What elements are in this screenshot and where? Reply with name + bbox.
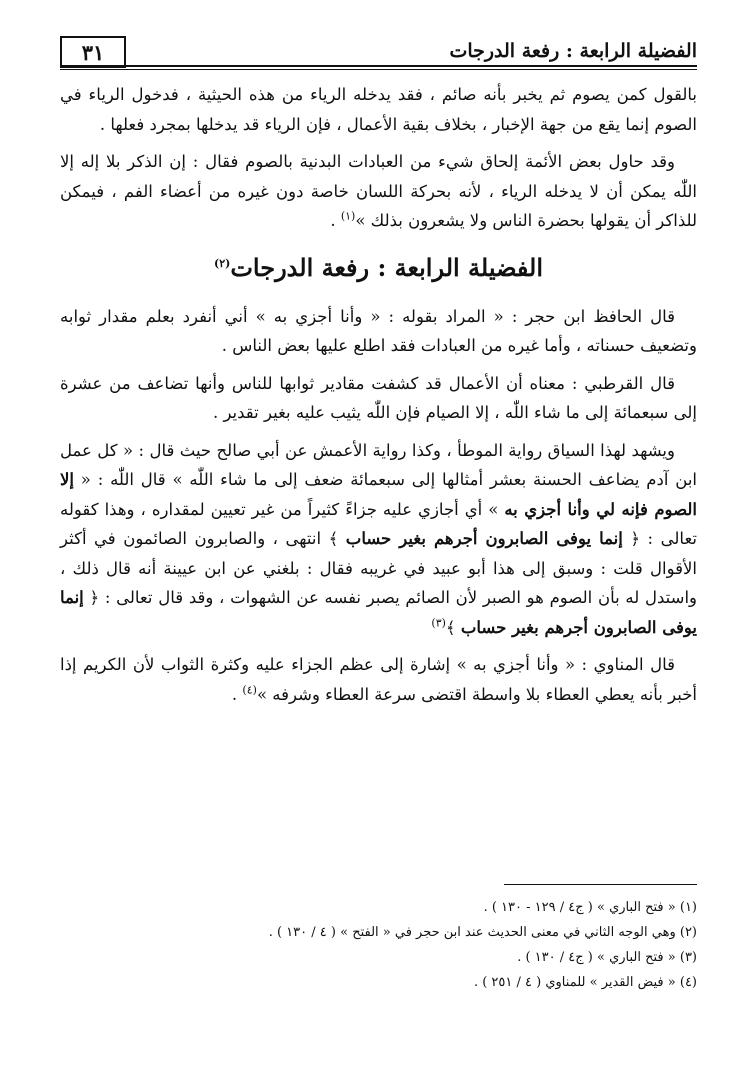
footnote-ref-1: (١) <box>340 209 356 223</box>
footnote-ref-2: (٢) <box>213 256 231 270</box>
header-rule-thin <box>60 69 697 70</box>
footnote-4: (٤) « فيض القدير » للمناوي ( ٤ / ٢٥١ ) . <box>473 975 697 990</box>
paragraph-5-part-g: ﴾ <box>445 617 461 637</box>
section-heading <box>60 248 697 288</box>
footnote-ref-4: (٤) <box>242 683 257 696</box>
footnote-1: (١) « فتح الباري » ( ج٤ / ١٢٩ - ١٣٠ ) . <box>483 900 697 915</box>
paragraph-6-end: . <box>231 684 243 704</box>
paragraph-2 <box>60 147 697 236</box>
hadith-quote-bold: إلا الصوم فإنه لي وأنا أجزي به <box>60 470 697 519</box>
quran-verse-bold-2: إنما يوفى الصابرون أجرهم بغير حساب <box>60 588 697 637</box>
paragraph-6-text: قال المناوي : « وأنا أجزي به » إشارة إلى عظم الجزاء عليه وكثرة الثواب لأن الكريم إذا أخبر بأنه يعطي العطاء بلا واسطة اقتضى سرعة العطاء وشرفه » <box>60 655 697 704</box>
paragraph-4: قال القرطبي : معناه أن الأعمال قد كشفت مقادير ثوابها للناس وأنها تضاعف من عشرة إلى سبعمائة إلى ما شاء اللّٰه ، إلا الصيام فإن اللّٰه يثيب عليه بغير تقدير . <box>60 373 697 422</box>
paragraph-6 <box>60 650 697 709</box>
paragraph-5 <box>60 436 697 643</box>
header-rule <box>60 65 697 67</box>
page-number: ٣١ <box>60 36 126 68</box>
footnote-ref-3: (٣) <box>431 616 446 629</box>
paragraph-5-part-a: ويشهد لهذا السياق رواية الموطأ ، وكذا رواية الأعمش عن أبي صالح حيث قال : « كل عمل ابن آدم يضاعف الحسنة بعشر أمثالها إلى سبعمائة ضعف إلى ما شاء اللّٰه » قال اللّٰه : « <box>60 440 697 489</box>
quran-verse-bold-1: إنما يوفى الصابرون أجرهم بغير حساب <box>345 529 623 548</box>
paragraph-2-end: . <box>330 211 341 230</box>
running-title: الفضيلة الرابعة : رفعة الدرجات <box>449 40 697 62</box>
section-heading-text: الفضيلة الرابعة : رفعة الدرجات <box>230 252 544 282</box>
footnote-separator <box>504 884 697 885</box>
paragraph-1: بالقول كمن يصوم ثم يخبر بأنه صائم ، فقد يدخله الرياء من هذه الحيثية ، فدخول الرياء في الصوم إنما يقع من جهة الإخبار ، بخلاف بقية الأعمال ، فإن الرياء قد يدخلها بمجرد فعلها . <box>60 85 697 134</box>
paragraph-2-text: وقد حاول بعض الأئمة إلحاق شيء من العبادات البدنية بالصوم فقال : إن الذكر بلا إله إلا اللّٰه يمكن أن لا يدخله الرياء ، لأنه بحركة اللسان خاصة دون غيره من أعضاء الفم ، فيمكن للذاكر أن يقولها بحضرة الناس ولا يشعرون بذلك » <box>60 152 697 230</box>
footnote-2: (٢) وهي الوجه الثاني في معنى الحديث عند ابن حجر في « الفتح » ( ٤ / ١٣٠ ) . <box>268 925 697 940</box>
paragraph-3: قال الحافظ ابن حجر : « المراد بقوله : « وأنا أجزي به » أني أنفرد بعلم مقدار ثوابه وتضعيف حسناته ، وأما غيره من العبادات فقد اطلع عليها بعض الناس . <box>60 306 697 355</box>
paragraph-5-part-e: ﴾ انتهى ، والصابرون الصائمون في أكثر الأقوال قلت : وسبق إلى هذا أبو عبيد في غريبه فقال : بلغني عن ابن عيينة أنه قال ذلك ، واستدل له بأن الصوم هو الصبر لأن الصائم يصبر نفسه عن الشهوات ، وقد قال تعالى : ﴿ <box>60 529 697 607</box>
page-header <box>60 30 697 66</box>
paragraph-5-part-c: » أي أجازي عليه جزاءً كثيراً من غير تعيين لمقداره ، وهذا كقوله تعالى : ﴿ <box>60 499 697 548</box>
footnote-3: (٣) « فتح الباري » ( ج٤ / ١٣٠ ) . <box>517 950 697 965</box>
main-text <box>60 80 697 717</box>
footnotes <box>60 895 697 995</box>
